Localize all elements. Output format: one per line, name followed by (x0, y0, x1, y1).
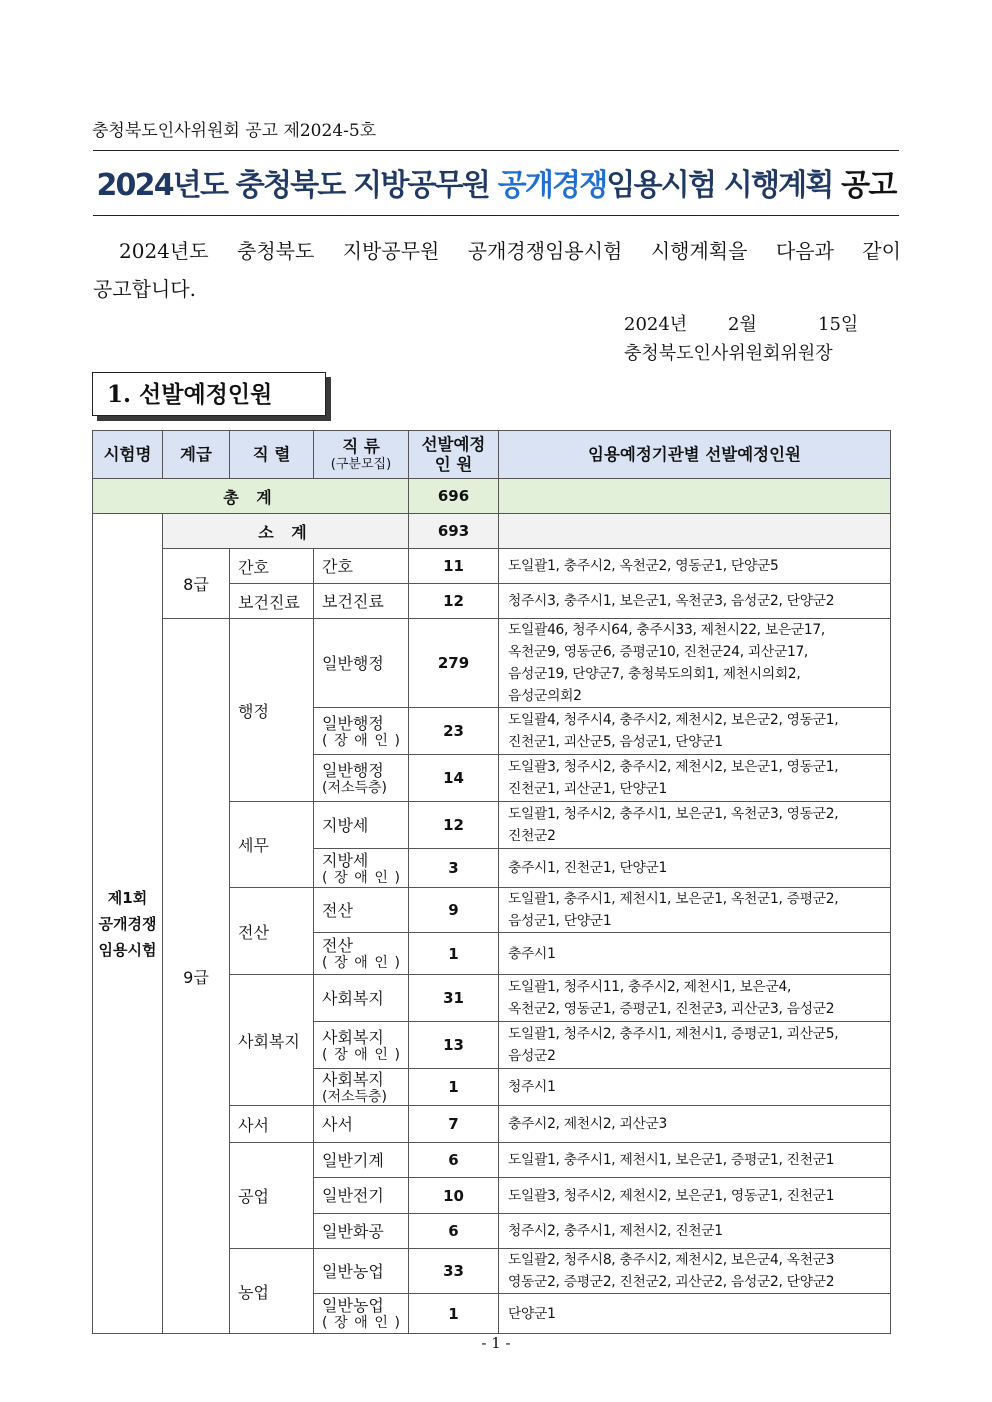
intro-word: 시행계획을 (650, 239, 748, 263)
job-sub: ( 장 애 인 ) (322, 1046, 400, 1063)
intro-word: 다음과 (775, 239, 834, 263)
exam-name-line: 공개경쟁 (98, 914, 157, 933)
subtotal-label: 소 계 (163, 514, 409, 549)
org-line: 도일괄4, 청주시4, 충주시2, 제천시2, 보은군2, 영동군1, (508, 712, 839, 728)
intro-line1 (93, 232, 901, 270)
date-year: 2024년 (624, 314, 688, 335)
job-cell (314, 933, 409, 975)
job-title: 보건진료 (322, 591, 384, 611)
count-cell: 10 (409, 1178, 499, 1214)
job-cell (314, 849, 409, 888)
org-line: 청주시2, 충주시1, 제천시2, 진천군1 (508, 1223, 723, 1239)
org-cell (499, 849, 891, 888)
count-cell: 6 (409, 1214, 499, 1249)
job-title: 일반행정 (322, 653, 384, 673)
job-cell (314, 584, 409, 619)
org-line: 도일괄1, 충주시1, 제천시1, 보은군1, 증평군1, 진천군1 (508, 1152, 835, 1168)
org-line: 도일괄2, 청주시8, 충주시2, 제천시2, 보은군4, 옥천군3 (508, 1252, 835, 1268)
org-line: 도일괄1, 충주시2, 옥천군2, 영동군1, 단양군5 (508, 558, 779, 574)
grade-cell: 8급 (163, 549, 230, 619)
job-cell (314, 1106, 409, 1143)
dateline (624, 310, 858, 368)
exam-name-cell (93, 514, 163, 1334)
title-part1: 2024년도 충청북도 지방공무원 (96, 168, 498, 203)
intro-word: 충청북도 (237, 239, 315, 263)
series-cell: 세무 (230, 802, 314, 888)
exam-name-line: 임용시험 (98, 940, 157, 959)
job-cell (314, 755, 409, 802)
org-cell (499, 888, 891, 933)
total-row (93, 479, 891, 514)
org-cell (499, 755, 891, 802)
job-title: 간호 (322, 556, 353, 576)
count-cell: 7 (409, 1106, 499, 1143)
total-value: 696 (409, 479, 499, 514)
count-cell: 31 (409, 975, 499, 1022)
intro-word: 같이 (862, 239, 901, 263)
org-line: 음성군19, 단양군7, 충청북도의회1, 제천시의회2, (508, 666, 801, 682)
org-line: 음성군의회2 (508, 688, 582, 704)
subtotal-org (499, 514, 891, 549)
header-job-sub: (구분모집) (330, 456, 392, 472)
header-count-l1: 선발예정 (421, 434, 486, 454)
count-cell: 12 (409, 584, 499, 619)
job-title: 사회복지 (322, 1069, 384, 1089)
job-title: 사서 (322, 1114, 353, 1134)
job-title: 지방세 (322, 815, 369, 835)
count-cell: 23 (409, 708, 499, 755)
org-line: 옥천군9, 영동군6, 증평군10, 진천군24, 괴산군17, (508, 644, 809, 660)
org-cell (499, 619, 891, 708)
title-top-rule (93, 150, 899, 151)
org-cell (499, 1143, 891, 1178)
series-cell: 간호 (230, 549, 314, 584)
org-line: 청주시1 (508, 1079, 556, 1095)
org-cell (499, 1294, 891, 1334)
series-cell: 농업 (230, 1249, 314, 1334)
job-cell (314, 1249, 409, 1294)
series-cell: 보건진료 (230, 584, 314, 619)
job-sub: ( 장 애 인 ) (322, 1315, 400, 1331)
org-cell (499, 975, 891, 1022)
count-cell: 33 (409, 1249, 499, 1294)
series-cell: 사회복지 (230, 975, 314, 1106)
org-cell (499, 1069, 891, 1106)
document-title (93, 160, 899, 204)
count-cell: 1 (409, 933, 499, 975)
header-series: 직 렬 (230, 431, 314, 479)
job-title: 일반농업 (322, 1296, 384, 1315)
title-part2: 공개경쟁 (497, 168, 607, 203)
subtotal-row (93, 514, 891, 549)
org-line: 도일괄46, 청주시64, 충주시33, 제천시22, 보은군17, (508, 622, 825, 638)
intro-word: 2024년도 (119, 239, 209, 263)
recruitment-table (92, 430, 891, 1334)
table-row (93, 619, 891, 708)
job-title: 일반행정 (322, 760, 384, 780)
job-title: 일반전기 (322, 1186, 384, 1205)
header-org: 임용예정기관별 선발예정인원 (499, 431, 891, 479)
job-title: 일반화공 (322, 1221, 384, 1241)
job-sub: ( 장 애 인 ) (322, 869, 400, 886)
table-header-row (93, 431, 891, 479)
org-line: 음성군1, 단양군1 (508, 913, 612, 929)
count-cell: 9 (409, 888, 499, 933)
org-line: 도일괄1, 충주시1, 제천시1, 보은군1, 옥천군1, 증평군2, (508, 891, 839, 907)
signer: 충청북도인사위원회위원장 (624, 343, 833, 364)
count-cell: 6 (409, 1143, 499, 1178)
org-cell (499, 1106, 891, 1143)
intro-word: 지방공무원 (342, 239, 440, 263)
exam-name-line: 제1회 (107, 888, 148, 907)
org-line: 진천군1, 괴산군5, 음성군1, 단양군1 (508, 734, 723, 750)
org-line: 충주시2, 제천시2, 괴산군3 (508, 1116, 668, 1132)
page-number: - 1 - (481, 1334, 511, 1352)
org-line: 청주시3, 충주시1, 보은군1, 옥천군3, 음성군2, 단양군2 (508, 593, 835, 609)
count-cell: 14 (409, 755, 499, 802)
job-cell (314, 888, 409, 933)
org-line: 도일괄3, 청주시2, 충주시2, 제천시2, 보은군1, 영동군1, (508, 759, 839, 775)
org-cell (499, 584, 891, 619)
job-title: 일반기계 (322, 1150, 384, 1170)
job-title: 일반농업 (322, 1261, 384, 1281)
count-cell: 11 (409, 549, 499, 584)
org-line: 진천군2 (508, 828, 556, 844)
job-title: 지방세 (322, 850, 369, 870)
org-cell (499, 1022, 891, 1069)
count-cell: 1 (409, 1069, 499, 1106)
count-cell: 13 (409, 1022, 499, 1069)
title-bottom-rule (93, 215, 899, 216)
header-grade: 계급 (163, 431, 230, 479)
job-cell (314, 1214, 409, 1249)
job-title: 전산 (322, 936, 353, 955)
total-label: 총 계 (93, 479, 409, 514)
job-sub: (저소득층) (322, 779, 388, 796)
header-job (314, 431, 409, 479)
org-line: 도일괄1, 청주시2, 충주시1, 보은군1, 옥천군3, 영동군2, (508, 806, 839, 822)
subtotal-value: 693 (409, 514, 499, 549)
intro-line2: 공고합니다. (93, 277, 196, 301)
header-count-l2: 인 원 (434, 454, 473, 474)
job-title: 사회복지 (322, 988, 384, 1008)
job-cell (314, 619, 409, 708)
series-cell: 공업 (230, 1143, 314, 1249)
job-cell (314, 1178, 409, 1214)
job-title: 사회복지 (322, 1027, 384, 1047)
org-cell (499, 933, 891, 975)
org-line: 진천군1, 괴산군1, 단양군1 (508, 781, 668, 797)
series-cell: 사서 (230, 1106, 314, 1143)
header-count (409, 431, 499, 479)
job-cell (314, 975, 409, 1022)
job-sub: ( 장 애 인 ) (322, 732, 400, 749)
org-line: 도일괄1, 청주시2, 충주시1, 제천시1, 증평군1, 괴산군5, (508, 1026, 839, 1042)
title-part4: 공고 (841, 168, 896, 203)
title-part3: 임용시험 시행계획 (606, 168, 842, 203)
count-cell: 279 (409, 619, 499, 708)
date-month: 2월 (728, 314, 757, 335)
table-row (93, 549, 891, 584)
job-cell (314, 1069, 409, 1106)
date (624, 310, 858, 339)
total-org (499, 479, 891, 514)
job-sub: (저소득층) (322, 1088, 388, 1105)
org-cell (499, 1214, 891, 1249)
job-cell (314, 1294, 409, 1334)
job-cell (314, 708, 409, 755)
job-sub: ( 장 애 인 ) (322, 955, 400, 971)
org-cell (499, 1249, 891, 1294)
job-cell (314, 1022, 409, 1069)
section-title: 1. 선발예정인원 (92, 372, 326, 416)
header-exam: 시험명 (93, 431, 163, 479)
org-line: 음성군2 (508, 1048, 556, 1064)
grade-cell: 9급 (163, 619, 230, 1334)
job-title: 일반행정 (322, 713, 384, 733)
series-cell: 전산 (230, 888, 314, 975)
job-cell (314, 1143, 409, 1178)
org-line: 도일괄1, 청주시11, 충주시2, 제천시1, 보은군4, (508, 979, 792, 995)
org-line: 단양군1 (508, 1305, 556, 1322)
count-cell: 12 (409, 802, 499, 849)
date-day: 15일 (818, 314, 859, 335)
header-job-title: 직 류 (342, 436, 380, 456)
org-line: 충주시1 (508, 945, 556, 962)
org-cell (499, 1178, 891, 1214)
org-cell (499, 549, 891, 584)
org-line: 도일괄3, 청주시2, 제천시2, 보은군1, 영동군1, 진천군1 (508, 1187, 835, 1204)
intro-paragraph (93, 232, 901, 308)
intro-word: 공개경쟁임용시험 (467, 239, 623, 263)
org-cell (499, 802, 891, 849)
count-cell: 3 (409, 849, 499, 888)
org-line: 충주시1, 진천군1, 단양군1 (508, 860, 668, 876)
org-line: 옥천군2, 영동군1, 증평군1, 진천군3, 괴산군3, 음성군2 (508, 1001, 835, 1017)
count-cell: 1 (409, 1294, 499, 1334)
job-cell (314, 802, 409, 849)
series-cell: 행정 (230, 619, 314, 802)
org-line: 영동군2, 증평군2, 진천군2, 괴산군2, 음성군2, 단양군2 (508, 1274, 835, 1290)
notice-number: 충청북도인사위원회 공고 제2024-5호 (92, 121, 377, 141)
org-cell (499, 708, 891, 755)
job-title: 전산 (322, 900, 353, 920)
job-cell (314, 549, 409, 584)
